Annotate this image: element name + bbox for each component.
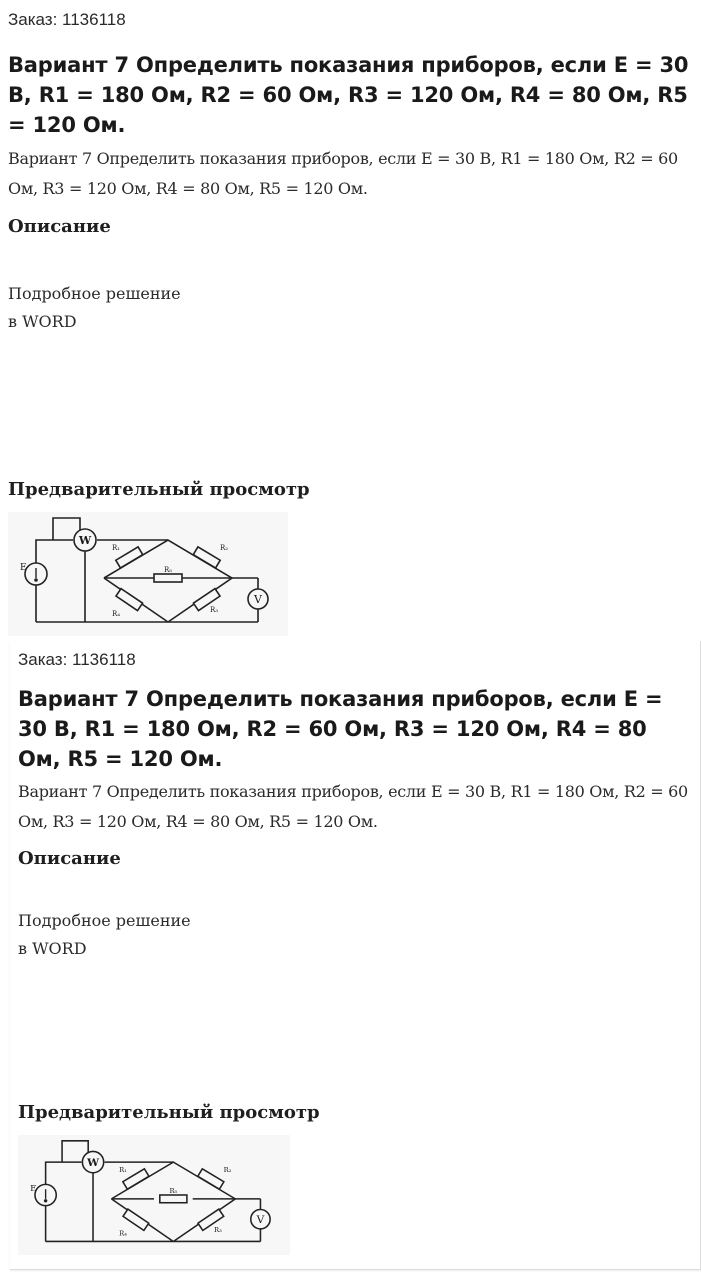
r2-label: R₂	[220, 544, 229, 552]
wattmeter-label: W	[78, 534, 92, 547]
r1-label: R₁	[119, 1165, 127, 1174]
product-card	[10, 641, 701, 1270]
r5-label: R₅	[163, 566, 173, 574]
voltmeter-label: V	[256, 1213, 265, 1227]
preview-image[interactable]	[18, 1135, 290, 1255]
preview-heading: Предварительный просмотр	[8, 479, 310, 500]
source-label: E	[30, 1184, 37, 1195]
r1-label: R₁	[112, 544, 121, 552]
r4-label: R₄	[112, 610, 121, 618]
preview-image[interactable]	[8, 512, 288, 636]
details-line-1: Подробное решение	[18, 911, 191, 930]
order-number: Заказ: 1136118	[18, 650, 136, 669]
circuit-diagram	[8, 512, 288, 636]
voltmeter-label: V	[254, 593, 262, 606]
wattmeter-label: W	[87, 1155, 100, 1169]
details-line-1: Подробное решение	[8, 284, 181, 303]
order-number: Заказ: 1136118	[8, 10, 126, 29]
r4-label: R₄	[119, 1229, 127, 1238]
product-description: Вариант 7 Определить показания приборов, если E = 30 В, R1 = 180 Ом, R2 = 60 Ом, R3 = 120 Ом, R4 = 80 Ом, R5 = 120 Ом.	[18, 782, 688, 831]
circuit-diagram	[18, 1135, 290, 1255]
source-label: E	[20, 563, 27, 573]
r3-label: R₃	[214, 1225, 222, 1234]
product-title: Вариант 7 Определить показания приборов, если E = 30 В, R1 = 180 Ом, R2 = 60 Ом, R3 = 120 Ом, R4 = 80 Ом, R5 = 120 Ом.	[8, 53, 689, 137]
details-line-2: в WORD	[18, 939, 87, 958]
description-heading: Описание	[8, 216, 111, 237]
product-title: Вариант 7 Определить показания приборов, если E = 30 В, R1 = 180 Ом, R2 = 60 Ом, R3 = 120 Ом, R4 = 80 Ом, R5 = 120 Ом.	[18, 687, 663, 771]
product-description: Вариант 7 Определить показания приборов, если E = 30 В, R1 = 180 Ом, R2 = 60 Ом, R3 = 120 Ом, R4 = 80 Ом, R5 = 120 Ом.	[8, 149, 678, 198]
preview-heading: Предварительный просмотр	[18, 1102, 320, 1123]
r5-label: R₅	[169, 1187, 178, 1196]
r2-label: R₂	[223, 1165, 232, 1174]
details-line-2: в WORD	[8, 312, 77, 331]
r3-label: R₃	[210, 606, 219, 614]
description-heading: Описание	[18, 848, 121, 869]
